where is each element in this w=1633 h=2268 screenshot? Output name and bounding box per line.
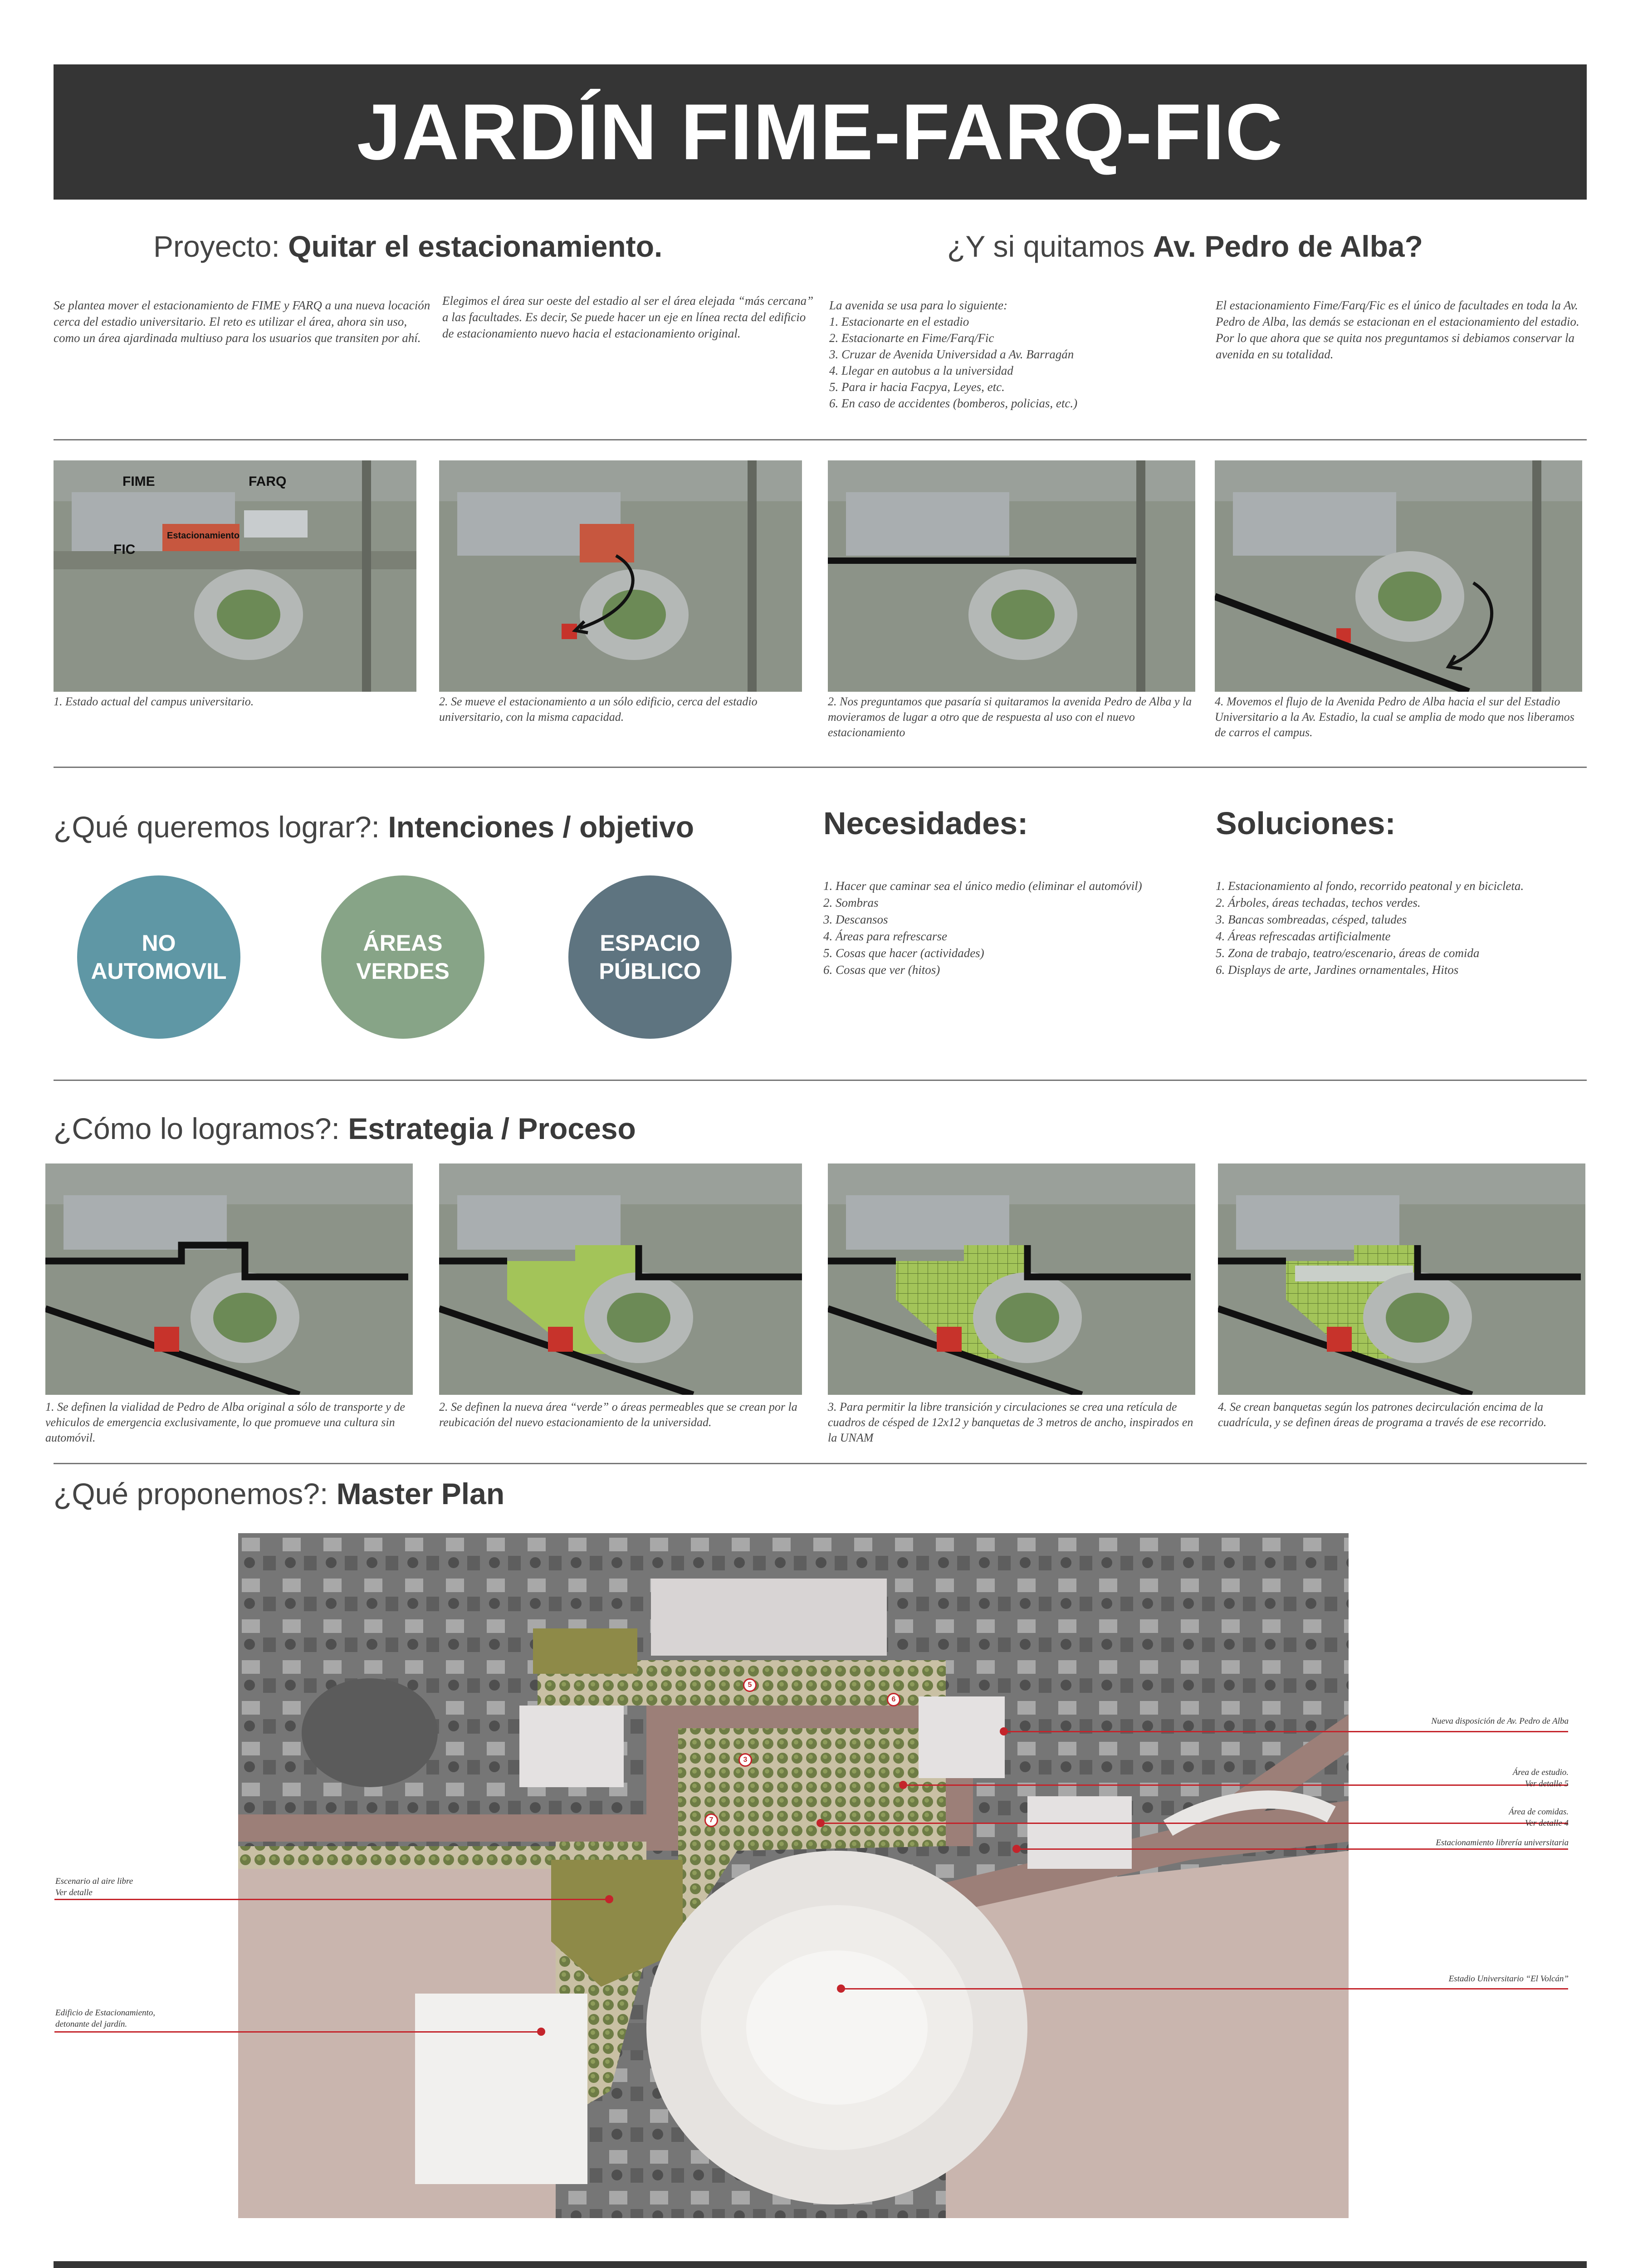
list-item: 4. Áreas para refrescarse xyxy=(823,929,947,943)
masterplan-image xyxy=(238,1533,1349,2218)
goal-circle-line: ÁREAS xyxy=(363,930,443,956)
goal-circle-line: NO xyxy=(142,930,176,956)
list-item: 1. Hacer que caminar sea el único medio (eliminar el automóvil) xyxy=(823,879,1142,893)
callout-dot xyxy=(605,1895,613,1903)
list-item: 5. Zona de trabajo, teatro/escenario, áreas de comida xyxy=(1216,946,1480,960)
goal-circle-public-space xyxy=(568,875,732,1039)
label-line: detonante del jardín. xyxy=(55,2019,127,2029)
list-item: 2. Estacionarte en Fime/Farq/Fic xyxy=(829,331,994,345)
callout-line xyxy=(54,2031,541,2033)
needs-list xyxy=(823,878,1204,978)
avenue-uses xyxy=(829,297,1201,411)
list-item: 6. Displays de arte, Jardines ornamentales, Hitos xyxy=(1216,963,1459,977)
aerial-photo-remove-avenue xyxy=(828,460,1195,692)
label-study-area xyxy=(1396,1767,1569,1789)
callout-dot xyxy=(816,1819,825,1827)
strategy-caption-1: 1. Se definen la vialidad de Pedro de Alba original a sólo de transporte y de vehiculos de emergencia exclusivamente, lo que promueve una cultura sin automóvil. xyxy=(45,1400,405,1444)
callout-dot xyxy=(537,2028,545,2036)
label-line: Área de estudio. xyxy=(1512,1768,1569,1777)
strategy-photo-3 xyxy=(828,1163,1195,1395)
map-label-fime: FIME xyxy=(122,474,155,489)
masterplan-heading-prefix: ¿Qué proponemos?: xyxy=(54,1477,337,1510)
goal-circle-line: PÚBLICO xyxy=(599,958,701,984)
list-item: 5. Para ir hacia Facpya, Leyes, etc. xyxy=(829,380,1005,394)
label-line: Área de comidas. xyxy=(1509,1807,1569,1817)
label-line: Ver detalle 5 xyxy=(1525,1779,1569,1789)
avenue-heading-emphasis: Av. Pedro de Alba? xyxy=(1153,230,1423,263)
list-item: 2. Árboles, áreas techadas, techos verdes. xyxy=(1216,896,1421,909)
needs-title: Necesidades: xyxy=(823,806,1028,841)
callout-line xyxy=(841,1988,1568,1989)
section-divider xyxy=(54,767,1587,768)
goal-circle-line: AUTOMOVIL xyxy=(91,958,227,984)
section-divider xyxy=(54,1080,1587,1081)
strategy-caption-4: 4. Se crean banquetas según los patrones decirculación encima de la cuadrícula, y se definen áreas de programa a través de ese recorrido. xyxy=(1218,1400,1547,1429)
label-line: Edificio de Estacionamiento, xyxy=(55,2008,156,2018)
masterplan-heading xyxy=(54,1476,504,1511)
label-parking-building xyxy=(55,2007,155,2030)
list-item: 6. En caso de accidentes (bomberos, policias, etc.) xyxy=(829,396,1078,410)
goal-circle-line: ESPACIO xyxy=(600,930,700,956)
page-title: JARDÍN FIME-FARQ-FIC xyxy=(357,88,1284,176)
step-caption-3: 2. Nos preguntamos que pasaría si quitaramos la avenida Pedro de Alba y la movieramos de lugar a otro que de respuesta al uso con el nuevo estacionamiento xyxy=(828,695,1192,739)
plan-marker: 6 xyxy=(887,1693,900,1706)
aerial-photo-parking-moved xyxy=(439,460,802,692)
label-stadium: Estadio Universitario “El Volcán” xyxy=(1448,1974,1569,1984)
strategy-caption-2: 2. Se definen la nueva área “verde” o áreas permeables que se crean por la reubicación del nuevo estacionamiento de la universidad. xyxy=(439,1400,797,1429)
callout-dot xyxy=(1012,1845,1021,1853)
list-item: 3. Cruzar de Avenida Universidad a Av. Barragán xyxy=(829,347,1074,361)
list-item: 2. Sombras xyxy=(823,896,879,909)
footer-bar xyxy=(54,2261,1587,2268)
list-item: 1. Estacionarte en el estadio xyxy=(829,315,969,328)
callout-line xyxy=(54,1899,609,1900)
section-divider xyxy=(54,1463,1587,1464)
label-library-parking: Estacionamiento librería universitaria xyxy=(1436,1838,1569,1848)
goal-circle-line: VERDES xyxy=(356,958,450,984)
callout-dot xyxy=(899,1781,907,1789)
strategy-photo-1 xyxy=(45,1163,413,1395)
label-line: Escenario al aire libre xyxy=(55,1877,133,1886)
map-label-farq: FARQ xyxy=(249,474,287,489)
label-line: Ver detalle 4 xyxy=(1525,1818,1569,1828)
list-item: 5. Cosas que hacer (actividades) xyxy=(823,946,984,960)
callout-line xyxy=(1016,1848,1568,1850)
list-item: 4. Áreas refrescadas artificialmente xyxy=(1216,929,1391,943)
label-open-air-stage xyxy=(55,1876,133,1898)
project-paragraph-1: Se plantea mover el estacionamiento de FIME y FARQ a una nueva locación cerca del estadio universitario. El reto es utilizar el área, ahora sin uso, como un área ajardinada multiuso para los usuarios que transiten por ahí. xyxy=(54,298,430,345)
label-food-area xyxy=(1396,1806,1569,1829)
strategy-photo-4 xyxy=(1218,1163,1585,1395)
callout-line xyxy=(1003,1731,1568,1732)
goal-circle-no-car xyxy=(77,875,240,1039)
list-item: 4. Llegar en autobus a la universidad xyxy=(829,364,1013,377)
map-label-fic: FIC xyxy=(113,542,136,557)
strategy-photo-2 xyxy=(439,1163,802,1395)
list-item: 3. Descansos xyxy=(823,913,888,926)
solutions-list xyxy=(1216,878,1588,978)
plan-marker: 5 xyxy=(743,1678,757,1692)
step-caption-2: 2. Se mueve el estacionamiento a un sólo edificio, cerca del estadio universitario, con la misma capacidad. xyxy=(439,695,758,723)
avenue-heading-prefix: ¿Y si quitamos xyxy=(947,230,1153,263)
list-item: 1. Estacionamiento al fondo, recorrido peatonal y en bicicleta. xyxy=(1216,879,1524,893)
title-banner xyxy=(54,64,1587,200)
strategy-heading-emphasis: Estrategia / Proceso xyxy=(348,1112,636,1145)
plan-marker: 3 xyxy=(738,1753,752,1767)
project-paragraph-2: Elegimos el área sur oeste del estadio al ser el área elejada “más cercana” a las facultades. Es decir, Se puede hacer un eje en línea recta del edificio de estacionamiento nuevo hacia el estacionamiento original. xyxy=(442,294,814,340)
label-pedro-de-alba: Nueva disposición de Av. Pedro de Alba xyxy=(1431,1716,1569,1726)
goals-heading-prefix: ¿Qué queremos lograr?: xyxy=(54,810,388,844)
strategy-heading xyxy=(54,1111,636,1146)
callout-dot xyxy=(837,1984,845,1993)
goals-heading xyxy=(54,810,694,844)
solutions-title: Soluciones: xyxy=(1216,806,1396,841)
project-heading-prefix: Proyecto: xyxy=(153,230,288,263)
plan-marker: 7 xyxy=(704,1813,718,1827)
aerial-photo-relocate-flow xyxy=(1215,460,1582,692)
list-item: 6. Cosas que ver (hitos) xyxy=(823,963,940,977)
list-item: 3. Bancas sombreadas, césped, taludes xyxy=(1216,913,1407,926)
strategy-heading-prefix: ¿Cómo lo logramos?: xyxy=(54,1112,348,1145)
step-caption-1: 1. Estado actual del campus universitario. xyxy=(54,695,254,708)
aerial-photo-current-state xyxy=(54,460,416,692)
avenue-uses-intro: La avenida se usa para lo siguiente: xyxy=(829,298,1007,312)
goal-circle-green-areas xyxy=(321,875,484,1039)
map-label-parking: Estacionamiento xyxy=(167,531,240,541)
masterplan-heading-emphasis: Master Plan xyxy=(336,1477,505,1510)
section-divider xyxy=(54,439,1587,440)
project-heading-emphasis: Quitar el estacionamiento. xyxy=(288,230,663,263)
goals-heading-emphasis: Intenciones / objetivo xyxy=(388,810,694,844)
step-caption-4: 4. Movemos el flujo de la Avenida Pedro de Alba hacia el sur del Estadio Universitario a la Av. Estadio, la cual se amplia de modo que nos liberamos de carros el campus. xyxy=(1215,695,1574,739)
label-line: Ver detalle xyxy=(55,1888,93,1897)
callout-dot xyxy=(1000,1727,1008,1735)
avenue-paragraph-2: El estacionamiento Fime/Farq/Fic es el único de facultades en toda la Av. Pedro de Alba, las demás se estacionan en el estacionamiento del estadio. Por lo que ahora que se quita nos preguntamos si debiamos conservar la avenida en su totalidad. xyxy=(1216,298,1579,361)
avenue-heading xyxy=(947,229,1423,264)
project-heading xyxy=(153,229,662,264)
strategy-caption-3: 3. Para permitir la libre transición y circulaciones se crea una retícula de cuadros de césped de 12x12 y banquetas de 3 metros de ancho, inspirados en la UNAM xyxy=(828,1400,1193,1444)
